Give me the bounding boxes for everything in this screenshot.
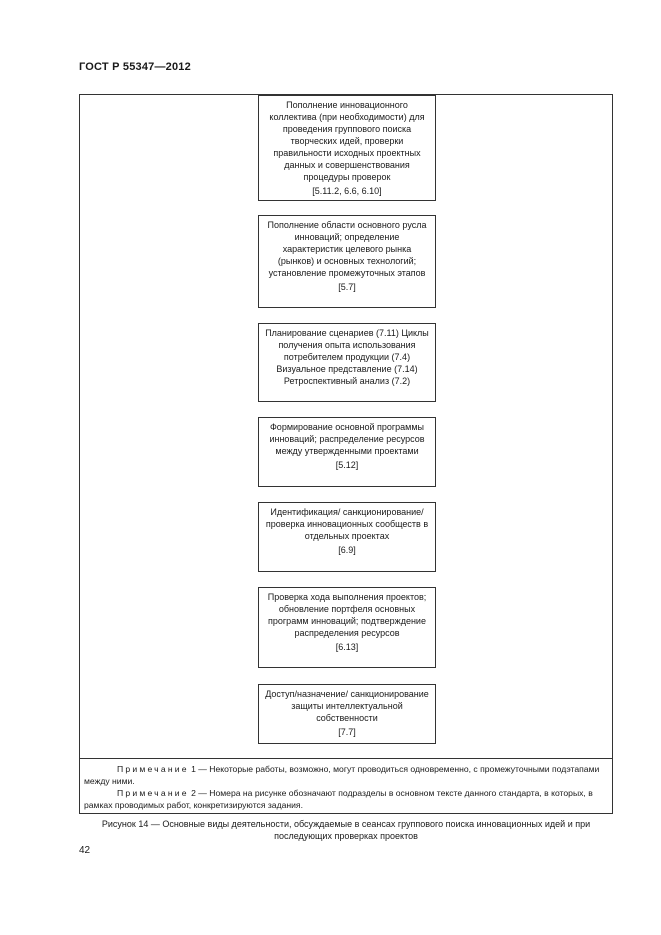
notes-block (84, 763, 612, 811)
section-reference: [6.9] (338, 545, 356, 555)
activity-box-scenario-planning (258, 323, 436, 402)
section-reference: [5.7] (338, 282, 356, 292)
activity-text: Планирование сценариев (7.11) Циклы получения опыта использования потребителем продукции (7.4) Визуальное представление (7.14) Ретроспективный анализ (7.2) (265, 328, 429, 386)
activity-text: Формирование основной программы инноваций; распределение ресурсов между утвержденными проектами (269, 422, 425, 456)
page-number: 42 (79, 845, 91, 856)
section-reference: [5.11.2, 6.6, 6.10] (312, 186, 382, 196)
note-text: 1 — Некоторые работы, возможно, могут проводиться одновременно, с промежуточными подэтапами между ними. (84, 764, 600, 786)
note-text: 2 — Номера на рисунке обозначают подразделы в основном тексте данного стандарта, в которых, в рамках проводимых работ, конкретизируются задания. (84, 788, 593, 810)
activity-box-ip-protection (258, 684, 436, 744)
activity-text: Доступ/назначение/ санкционирование защиты интеллектуальной собственности (265, 689, 429, 723)
section-reference: [5.12] (335, 460, 359, 470)
activity-text: Идентификация/ санкционирование/ проверка инновационных сообществ в отдельных проектах (265, 507, 429, 541)
figure-frame (79, 94, 613, 814)
activity-box-innovation-program (258, 417, 436, 487)
note-label: Примечание (117, 788, 189, 798)
activity-text: Пополнение области основного русла инноваций; определение характеристик целевого рынка (рынков) и основных технологий; установление промежуточных этапов (267, 220, 427, 278)
activity-box-progress-check (258, 587, 436, 668)
note-1 (84, 763, 612, 787)
note-label: Примечание (117, 764, 189, 774)
document-header: ГОСТ Р 55347—2012 (79, 61, 191, 73)
activity-text: Пополнение инновационного коллектива (при необходимости) для проведения группового поиска творческих идей, проверки правильности исходных проектных данных и совершенствования процедуры проверок (269, 100, 425, 182)
activity-text: Проверка хода выполнения проектов; обновление портфеля основных программ инноваций; подтверждение распределения ресурсов (267, 592, 427, 638)
activity-box-mainstream-area (258, 215, 436, 308)
figure-caption: Рисунок 14 — Основные виды деятельности, обсуждаемые в сеансах группового поиска инновационных идей и при последующих проверках проектов (101, 819, 591, 841)
activity-box-team-replenishment (258, 95, 436, 201)
notes-divider (80, 758, 612, 759)
note-2 (84, 787, 612, 811)
activity-box-community-identification (258, 502, 436, 572)
section-reference: [7.7] (338, 727, 356, 737)
section-reference: [6.13] (335, 642, 359, 652)
